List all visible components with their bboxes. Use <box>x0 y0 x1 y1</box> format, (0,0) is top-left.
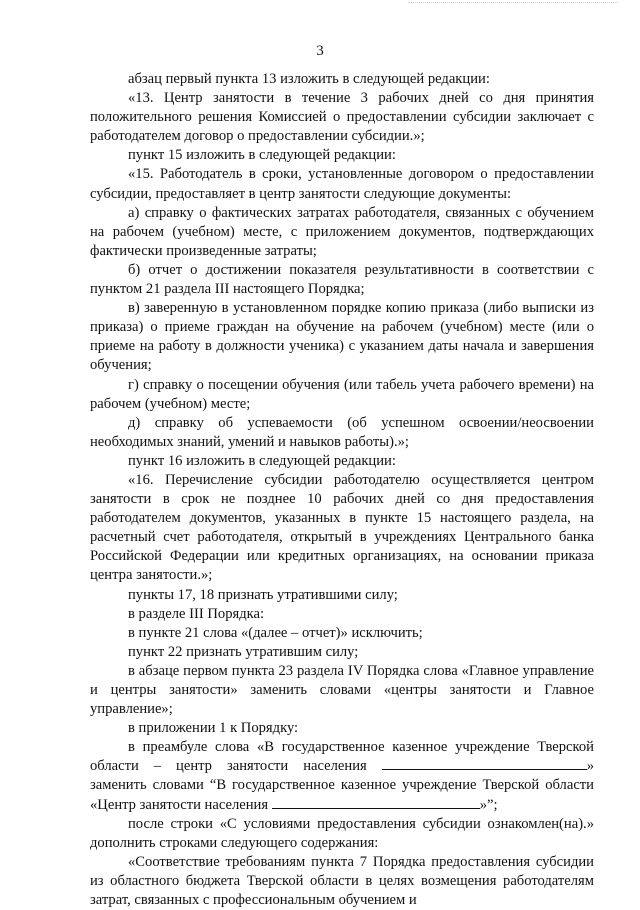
paragraph-13: в разделе III Порядка: <box>128 605 265 622</box>
paragraph-20: «Соответствие требованиям пункта 7 Порядка предоставления субсидии из областного бюджета Тверской области в целях возмещения работодателям затрат, связанных с профессиональным обучением и <box>90 853 594 909</box>
paragraph-6: б) отчет о достижении показателя результативности в соответствии с пунктом 21 раздела III настоящего Порядка; <box>90 261 594 298</box>
paragraph-8: г) справку о посещении обучения (или табель учета рабочего времени) на рабочем (учебном) месте; <box>90 376 594 412</box>
blank-line-2 <box>272 796 480 809</box>
paragraph-11: «16. Перечисление субсидии работодателю осуществляется центром занятости в срок не позднее 10 рабочих дней со дня предоставления работодателем документов, указанных в пункте 15 настоящего раздела, на расчетный счет работодателя, открытый в учреждениях Центрального банка Российской Федерации или кредитных организациях, на основании приказа центра занятости.»; <box>90 471 594 584</box>
paragraph-1: абзац первый пункта 13 изложить в следующей редакции: <box>128 71 490 87</box>
paragraph-18 <box>90 738 594 814</box>
scan-artifact <box>408 2 618 9</box>
paragraph-3: пункт 15 изложить в следующей редакции: <box>128 147 396 164</box>
paragraph-5: а) справку о фактических затратах работодателя, связанных с обучением на рабочем (учебном) месте, с приложением документов, подтверждающих фактически произведенные затраты; <box>90 204 594 259</box>
paragraph-18-part-c: »”; <box>479 796 498 813</box>
paragraph-19: после строки «С условиями предоставления субсидии ознакомлен(на).» дополнить строками следующего содержания: <box>90 815 594 851</box>
paragraph-17: в приложении 1 к Порядку: <box>128 720 299 737</box>
blank-line-1 <box>382 757 587 770</box>
paragraph-15: пункт 22 признать утратившим силу; <box>128 643 359 660</box>
paragraph-4: «15. Работодатель в сроки, установленные договором о предоставлении субсидии, предоставляет в центр занятости следующие документы: <box>90 166 594 202</box>
document-body <box>90 70 594 910</box>
paragraph-16: в абзаце первом пункта 23 раздела IV Порядка слова «Главное управление и центры занятости» заменить словами «центры занятости и Главное управление»; <box>90 662 594 718</box>
page-number: 3 <box>316 43 324 59</box>
paragraph-18-part-b: » заменить словами “В государственное казенное учреждение Тверской области «Центр занятости населения <box>90 758 594 813</box>
paragraph-2: «13. Центр занятости в течение 3 рабочих дней со дня принятия положительного решения Комиссией о предоставлении субсидии заключает с работодателем договор о предоставлении субсидии.»; <box>90 90 594 145</box>
paragraph-9: д) справку об успеваемости (об успешном освоении/неосвоении необходимых знаний, умений и навыков работы).»; <box>90 414 594 450</box>
paragraph-10: пункт 16 изложить в следующей редакции: <box>128 452 396 469</box>
paragraph-7: в) заверенную в установленном порядке копию приказа (либо выписки из приказа) о приеме граждан на обучение на рабочем (учебном) месте (или о приеме на работу в должности ученика) с указанием даты начала и завершения обучения; <box>90 300 594 374</box>
paragraph-12: пункты 17, 18 признать утратившими силу; <box>128 586 398 603</box>
paragraph-14: в пункте 21 слова «(далее – отчет)» исключить; <box>128 624 423 641</box>
paragraph-18-part-a: в преамбуле слова «В государственное казенное учреждение Тверской области – центр занятости населения <box>90 739 594 775</box>
